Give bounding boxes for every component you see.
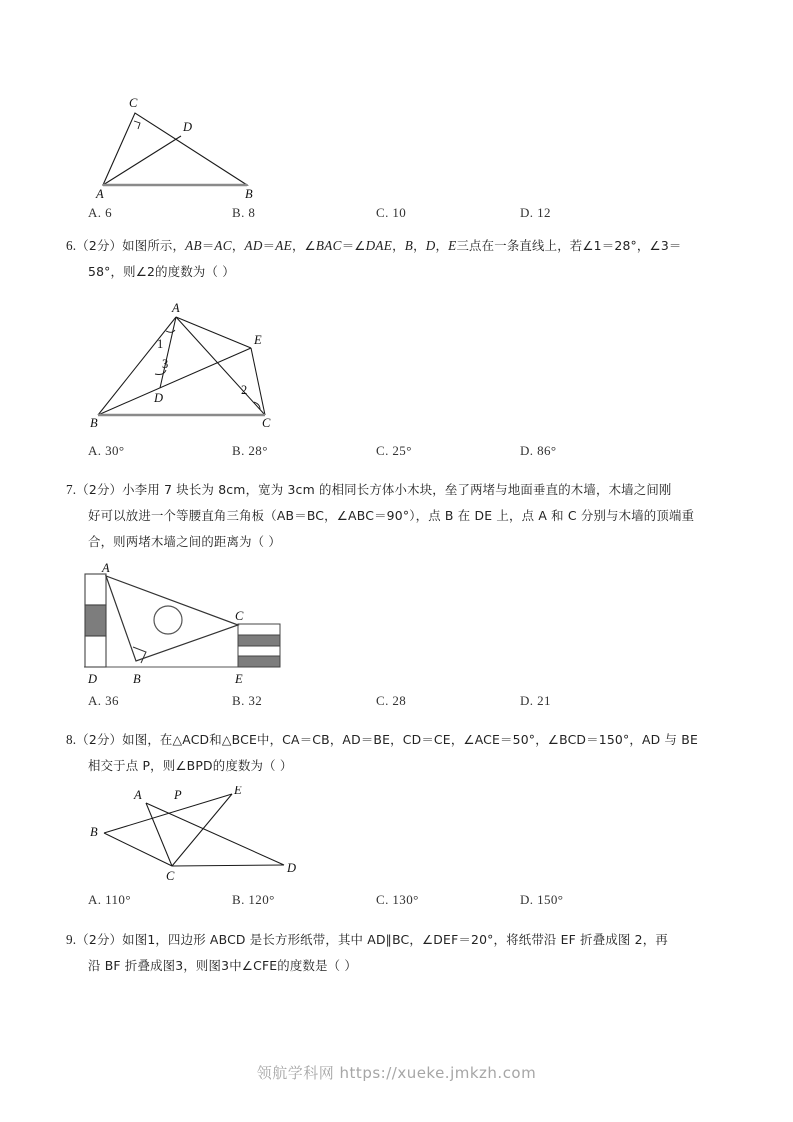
- q8-option-d[interactable]: D. 150°: [520, 892, 564, 907]
- q8-option-c[interactable]: C. 130°: [376, 892, 419, 907]
- figure-q6-label-C: C: [262, 416, 271, 428]
- footer-brand: 领航学科网: [256, 1064, 335, 1082]
- figure-q6: [84, 298, 284, 428]
- figure-q8-label-D: D: [287, 861, 297, 875]
- q8-options: [88, 892, 728, 916]
- q6-options: [88, 443, 728, 467]
- figure-q7-label-D: D: [88, 672, 98, 686]
- q7-stem: [66, 477, 742, 555]
- q7-option-a[interactable]: A. 36: [88, 693, 119, 708]
- q7-options: [88, 693, 728, 717]
- q5-option-b[interactable]: B. 8: [232, 205, 256, 220]
- figure-q7-label-A: A: [102, 562, 110, 575]
- q9-stem-line2: 沿 BF 折叠成图3，则图3中∠CFE的度数是（ ）: [88, 958, 357, 973]
- figure-q5-label-B: B: [245, 187, 253, 200]
- q7-number: 7.: [66, 482, 77, 497]
- q7-stem-line1: 小李用 7 块长为 8cm，宽为 3cm 的相同长方体小木块，垒了两堵与地面垂直的木墙，木墙之间刚: [122, 482, 672, 497]
- question-6: [66, 233, 742, 285]
- q7-stem-line3: 合，则两堵木墙之间的距离为（ ）: [88, 534, 281, 549]
- q7-option-b[interactable]: B. 32: [232, 693, 263, 708]
- q8-stem-line2: 相交于点 P，则∠BPD的度数为（ ）: [88, 758, 293, 773]
- figure-q7-label-E: E: [235, 672, 243, 686]
- q6-number: 6.: [66, 238, 77, 253]
- figure-q7-label-B: B: [133, 672, 141, 686]
- figure-q8: [84, 786, 304, 882]
- q7-points: （2分）: [76, 482, 123, 497]
- q6-stem-line2: 58°，则∠2的度数为（ ）: [88, 264, 235, 279]
- q8-points: （2分）: [76, 732, 123, 747]
- figure-q7-label-C: C: [235, 609, 244, 623]
- figure-q6-angle-1: 1: [157, 337, 164, 351]
- figure-q8-label-P: P: [174, 788, 182, 802]
- q9-stem-line1: 如图1，四边形 ABCD 是长方形纸带，其中 AD∥BC，∠DEF＝20°，将纸带沿 EF 折叠成图 2，再: [122, 932, 668, 947]
- figure-q8-label-A: A: [134, 788, 142, 802]
- q5-options: [88, 205, 728, 229]
- figure-q7: [80, 562, 290, 686]
- q8-option-a[interactable]: A. 110°: [88, 892, 131, 907]
- figure-q6-label-D: D: [154, 391, 164, 405]
- question-8: [66, 727, 742, 779]
- figure-q6-angle-2: 2: [241, 383, 248, 397]
- q6-stem: 6.（2分）如图所示，AB＝AC，AD＝AE，∠BAC＝∠DAE，B，D，E三点在一条直线上，若∠1＝28°，∠3＝ 58°，则∠2的度数为（ ）: [66, 233, 742, 285]
- q7-stem-line2: 好可以放进一个等腰直角三角板（AB＝BC，∠ABC＝90°），点 B 在 DE 上，点 A 和 C 分别与木墙的顶端重: [88, 508, 695, 523]
- q8-stem-line1: 如图，在△ACD和△BCE中，CA＝CB，AD＝BE，CD＝CE，∠ACE＝50°，∠BCD＝150°，AD 与 BE: [122, 732, 699, 747]
- q6-option-a[interactable]: A. 30°: [88, 443, 125, 458]
- q7-option-d[interactable]: D. 21: [520, 693, 551, 708]
- footer-watermark: [0, 1062, 793, 1083]
- figure-q6-label-B: B: [90, 416, 98, 428]
- q6-points: （2分）: [76, 238, 123, 253]
- figure-q8-label-B: B: [90, 825, 98, 839]
- q8-number: 8.: [66, 732, 77, 747]
- figure-q6-label-A: A: [172, 301, 180, 315]
- footer-url: https://xueke.jmkzh.com: [339, 1064, 537, 1082]
- q9-stem: [66, 927, 742, 979]
- figure-q8-label-C: C: [166, 869, 175, 882]
- figure-q5: [84, 88, 284, 200]
- figure-q6-label-E: E: [254, 333, 262, 347]
- q6-option-d[interactable]: D. 86°: [520, 443, 557, 458]
- q7-option-c[interactable]: C. 28: [376, 693, 407, 708]
- q5-option-d[interactable]: D. 12: [520, 205, 551, 220]
- q8-option-b[interactable]: B. 120°: [232, 892, 275, 907]
- figure-q6-angle-3: 3: [162, 357, 169, 371]
- q9-number: 9.: [66, 932, 77, 947]
- question-7: [66, 477, 742, 555]
- q6-option-b[interactable]: B. 28°: [232, 443, 268, 458]
- q6-stem-t1: 如图所示，: [122, 238, 186, 253]
- q6-option-c[interactable]: C. 25°: [376, 443, 412, 458]
- figure-q5-label-D: D: [183, 120, 193, 134]
- q9-points: （2分）: [76, 932, 123, 947]
- q5-option-a[interactable]: A. 6: [88, 205, 113, 220]
- question-9: [66, 927, 742, 979]
- q8-stem: [66, 727, 742, 779]
- figure-q5-label-C: C: [129, 96, 138, 110]
- figure-q8-label-E: E: [234, 786, 242, 797]
- figure-q5-label-A: A: [96, 187, 104, 200]
- q5-option-c[interactable]: C. 10: [376, 205, 407, 220]
